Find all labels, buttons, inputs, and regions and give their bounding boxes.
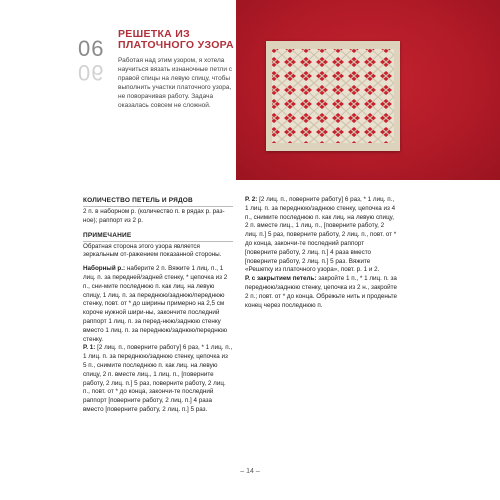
stitch-count-heading: КОЛИЧЕСТВО ПЕТЕЛЬ И РЯДОВ: [83, 197, 193, 204]
pattern-number-mirror: 06: [78, 60, 105, 85]
row2-label: Р. 2:: [245, 196, 258, 203]
note-heading: ПРИМЕЧАНИЕ: [83, 231, 132, 239]
lattice-pattern-graphic: [266, 41, 400, 151]
page-number: – 14 –: [240, 468, 260, 475]
cast-on-label: Наборный р.:: [83, 265, 126, 273]
left-column: [83, 196, 233, 415]
cast-on-text: наберите 2 п. Вяжите 1 лиц. п., 1 лиц. п. за передней/задней стенку, * цепочка из 2 п., сни-мите последнюю п. как лиц. на левую спицу, 1 лиц. п. за переднюю/заднюю/переднюю стенку, повт. от * до ширины примерно на 2,5 см короче нужной шири-ны, закончите последний раппорт 1 лиц. п. за перед-нюю/заднюю стенку вместо 1 лиц. п. за переднюю/заднюю/переднюю стенку.: [83, 265, 228, 343]
row1-label: Р. 1:: [83, 344, 96, 352]
row1-paragraph: [83, 344, 233, 414]
note-text: Обратная сторона этого узора является зеркальным от-ражением показанной стороны.: [83, 242, 222, 259]
pattern-number-block: [78, 36, 112, 85]
right-column: [245, 196, 397, 310]
pattern-number: 06: [78, 36, 105, 61]
divider: [83, 241, 233, 242]
bind-off-text: закройте 1 п., * 1 лиц. п. за переднюю/заднюю стенку, цепочка из 2 н., закройте 2 п.; повт. от * до конца. Обрежьте нить и проденьте конец через последнюю п.: [245, 275, 397, 309]
intro-text: Работая над этим узором, я хотела научиться вязать изнаночные петли с правой спицы на левую спицу, чтобы выполнить участки платочного узора, не поворачивая работу. Задача оказалась совсем не сложной.: [118, 57, 233, 109]
row1-text: [2 лиц. п., поверните работу] 6 раз, * 1 лиц. п., 1 лиц. п. за переднюю/заднюю стенку, цепочка из 5 п., снимите последнюю п. как лиц. на левую спицу, 2 п. вместе лиц., 1 лиц. п., [поверните работу, 2 лиц. п.] 5 раз, поверните работу, 2 лиц. п., повт. от * до конца, закончи-те последний раппорт [поверните работу, 2 лиц. п.] 4 раза вместо [поверните работу, 2 лиц. п.] 5 раз.: [83, 344, 233, 413]
bind-off-paragraph: [245, 275, 397, 310]
divider: [83, 206, 233, 207]
swatch-photo: [236, 0, 500, 180]
row2-paragraph: [245, 196, 397, 275]
cast-on-paragraph: [83, 265, 233, 344]
bind-off-label: Р. с закрытием петель:: [245, 275, 317, 283]
pattern-title: РЕШЕТКА ИЗ ПЛАТОЧНОГО УЗОРА: [118, 28, 234, 51]
knitted-swatch-image: [266, 41, 400, 151]
row2-text: [2 лиц. п., поверните работу] 6 раз, * 1 лиц. п., 1 лиц. п. за переднюю/заднюю стенку, цепочка из 4 п., снимите последнюю п. как лиц. на левую спицу, 2 п. вместе лиц., 1 лиц. п., [поверните работу, 2 лиц. п.] 5 раз, поверните работу, 2 лиц. п., повт. от * до конца, закончи-те последний раппорт [поверните работу, 2 лиц. п.] 4 раза вместо [поверните работу, 2 лиц. п.] 5 раз. Вяжите «Решетку из платочного узора», повт. р. 1 и 2.: [245, 196, 397, 274]
pattern-intro: [118, 56, 238, 110]
stitch-count-text: 2 п. в наборном р. (количество п. в рядах р. раз-ное); раппорт из 2 р.: [83, 208, 225, 224]
